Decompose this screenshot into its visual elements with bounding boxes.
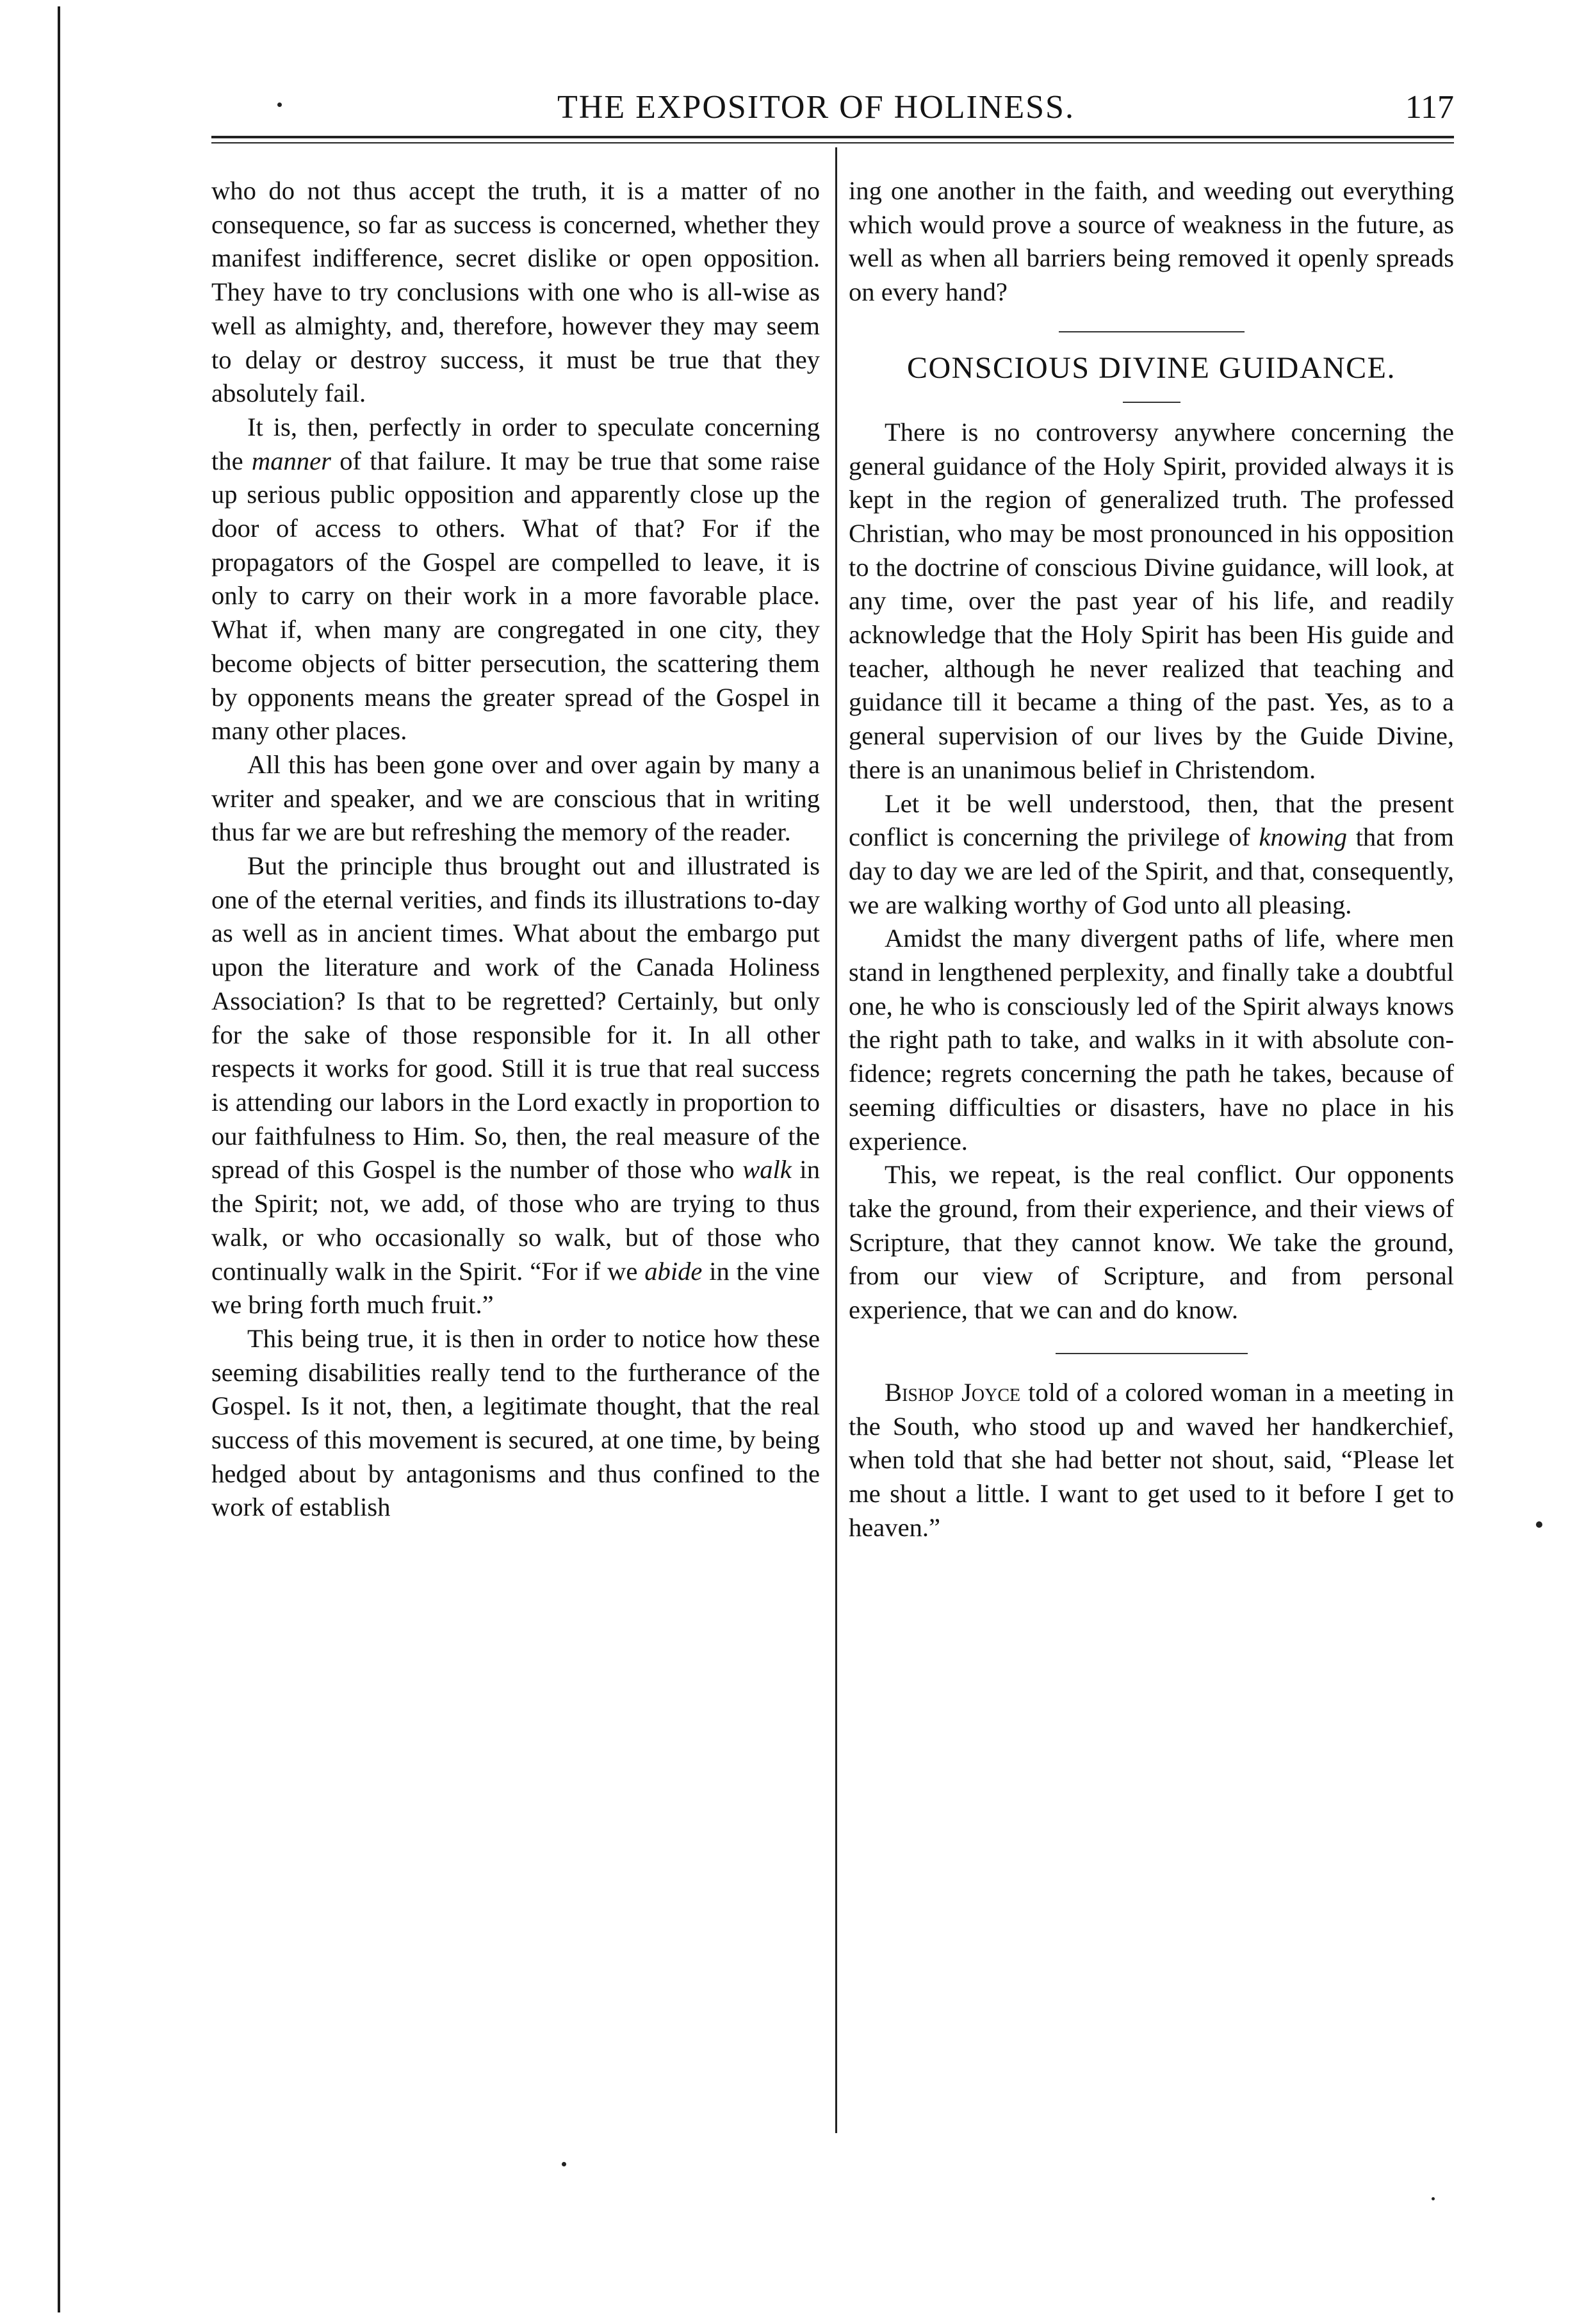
paragraph: It is, then, perfectly in order to speculate concerning the manner of that failure. It may be true that some raise up serious public opposition and apparently close up the door of access to others. What of that? For if the propagators of the Gospel are compelled to leave, it is only to carry on their work in a more favorable place. What if, when many are congregated in one city, they become objects of bitter persecution, the scattering them by opponents means the greater spread of the Gospel in many other places. [211,412,820,746]
emphasis: manner [251,446,331,475]
page-edge-line [58,6,60,2312]
paragraph: This being true, it is then in order to notice how these seeming disabilities really tend to the furtherance of the Gospel. Is it not, then, a legitimate thought, that the real success of this movement is secured, at one time, by being hedged about by antagonisms and thus confined to the work of establish [211,1323,820,1522]
paragraph: Let it be well understood, then, that the present conflict is concerning the privilege of knowing that from day to day we are led of the Spirit, and that, consequently, we are walking worthy of God unto all pleasing. [849,789,1454,919]
ink-speck [277,102,282,107]
running-title: THE EXPOSITOR OF HOLINESS. [557,89,1075,126]
section-separator [1056,1353,1248,1354]
column-divider [835,147,837,2133]
paragraph: This, we repeat, is the real conflict. Our opponents take the ground, from their experience, and their views of Scripture, that they cannot know. We take the ground, from our view of Scripture, and from personal experience, that we can and do know. [849,1160,1454,1325]
anecdote-paragraph: Bishop Joyce told of a colored woman in a meeting in the South, who stood up and waved her handkerchief, when told that she had better not shout, said, “Please let me shout a little. I want to get used to it before I get to heaven.” [849,1377,1455,1542]
paragraph: There is no controversy anywhere concerning the general guidance of the Holy Spirit, provided always it is kept in the region of generalized truth. The professed Christian, who may be most pronounced in his opposition to the doctrine of conscious Divine guidance, will look, at any time, over the past year of his life, and readily acknowledge that the Holy Spirit has been His guide and teacher, although he never realized that teaching and guidance till it became a thing of the past. Yes, as to a general supervision of our lives by the Guide Divine, there is an unanimous belief in Christendom. [849,417,1454,784]
paragraph: ing one another in the faith, and weeding out everything which would prove a source of weakness in the future, as well as when all barriers being removed it openly spreads on every hand? [849,176,1454,307]
paragraph: But the principle thus brought out and illustrated is one of the eternal verities, and finds its illustrations to-day as well as in ancient times. What about the embargo put upon the literature and work of the Canada Holiness Association? Is that to be regretted? Certainly, but only for the sake of those responsible for it. In all other respects it works for good. Still it is true that real success is attending our labors in the Lord exactly in proportion to our faithfulness to Him. So, then, the real measure of the spread of this Gospel is the number of those who walk in the Spirit; not, we add, of those who are trying to thus walk, or who occasionally so walk, but of those who continually walk in the Spirit. “For if we abide in the vine we bring forth much fruit.” [211,851,820,1320]
page-number: 117 [1405,89,1454,126]
section-separator [1059,331,1245,332]
anecdote-lead: Bishop Joyce [885,1377,1021,1407]
emphasis: walk [742,1155,792,1184]
running-header [211,88,1454,133]
emphasis: knowing [1259,822,1348,852]
header-rule-upper [211,136,1454,138]
ink-speck [1432,2197,1435,2200]
header-rule-lower [211,142,1454,143]
ink-speck [562,2162,566,2166]
emphasis: abide [644,1256,703,1286]
left-column [211,174,820,1525]
ink-speck [1536,1521,1542,1528]
paragraph: who do not thus accept the truth, it is a matter of no consequence, so far as success is concerned, whether they manifest indifference, secret dislike or open opposition. They have to try conclusions with one who is all-wise as well as almighty, and, therefore, however they may seem to delay or destroy success, it must be true that they absolutely fail. [211,176,820,408]
heading-rule [1123,402,1180,403]
right-column [849,174,1454,1544]
paragraph: Amidst the many divergent paths of life, where men stand in lengthened perplexity, and finally take a doubtful one, he who is consciously led of the Spirit always knows the right path to take, and walks in it with absolute confidence; regrets concerning the path he takes, because of seeming difficulties or disasters, have no place in his experience. [849,924,1454,1156]
paragraph: All this has been gone over and over again by many a writer and speaker, and we are conscious that in writing thus far we are but refreshing the memory of the reader. [211,749,820,847]
section-heading: CONSCIOUS DIVINE GUIDANCE. [907,350,1396,385]
